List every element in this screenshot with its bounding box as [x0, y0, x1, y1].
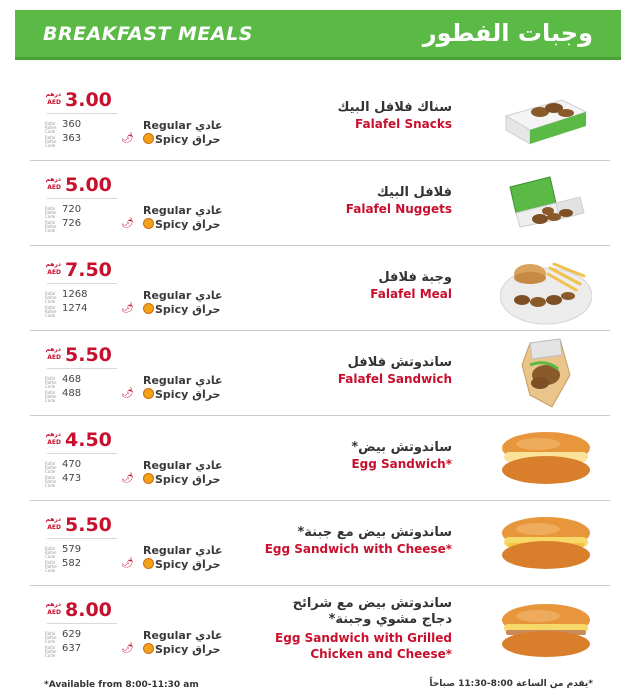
item-name: [346, 185, 452, 217]
divider: [47, 623, 117, 624]
item-name-ar: ساندوتش بيض مع جبنة*: [297, 525, 452, 540]
egg-sandwich-image: [500, 426, 592, 488]
spicy-label: Spicy حراق: [143, 303, 221, 316]
menu-item-falafel-nuggets[interactable]: [30, 161, 610, 246]
item-name-en: Egg Sandwich*: [351, 457, 452, 471]
item-name: [370, 270, 452, 302]
item-name: [275, 596, 452, 662]
item-name-ar: وجبة فلافل: [378, 270, 452, 285]
item-price: 5.00: [65, 174, 112, 196]
menu-item-egg-sandwich-cheese[interactable]: [30, 501, 610, 586]
code-tag: Rafal Rafee Code: [45, 135, 57, 148]
regular-code: 468: [62, 374, 82, 385]
item-name-en: Falafel Nuggets: [345, 202, 452, 216]
chili-icon: 🌶: [121, 473, 134, 484]
code-tag: Rafal Rafee Code: [45, 461, 57, 474]
code-tag: Rafal Rafee Code: [45, 546, 57, 559]
spicy-code: 363: [62, 133, 82, 144]
menu-item-falafel-meal[interactable]: [30, 246, 610, 331]
item-name-en: Egg Sandwich with Grilled: [275, 631, 452, 645]
menu-item-egg-sandwich-chicken-cheese[interactable]: [30, 586, 610, 671]
menu-item-falafel-snacks[interactable]: [30, 76, 610, 161]
chili-icon: 🌶: [121, 133, 134, 144]
code-tag: Rafal Rafee Code: [45, 305, 57, 318]
spicy-label: Spicy حراق: [143, 388, 221, 401]
regular-code: 1268: [62, 289, 88, 300]
regular-label: Regular عادي: [143, 544, 223, 557]
item-name-ar-line2: دجاج مشوي وجبنة*: [328, 612, 452, 627]
currency-label: درهم AED: [45, 516, 61, 531]
regular-code: 470: [62, 459, 82, 470]
code-tag: Rafal Rafee Code: [45, 645, 57, 658]
regular-label: Regular عادي: [143, 459, 223, 472]
spicy-code: 582: [62, 558, 82, 569]
currency-label: درهم AED: [45, 601, 61, 616]
item-name: [265, 525, 452, 557]
spicy-badge-icon: [143, 218, 154, 229]
regular-label: Regular عادي: [143, 289, 223, 302]
item-price: 7.50: [65, 259, 112, 281]
regular-code-line: [45, 374, 145, 388]
egg-cheese-sandwich-image: [500, 511, 592, 573]
regular-code-line: [45, 119, 145, 133]
item-name: [338, 355, 452, 387]
divider: [47, 198, 117, 199]
currency-label: درهم AED: [45, 346, 61, 361]
spicy-badge-icon: [143, 133, 154, 144]
code-tag: Rafal Rafee Code: [45, 206, 57, 219]
regular-label: Regular عادي: [143, 629, 223, 642]
spicy-code: 726: [62, 218, 82, 229]
spicy-code: 488: [62, 388, 82, 399]
divider: [47, 538, 117, 539]
item-price: 4.50: [65, 429, 112, 451]
item-price: 8.00: [65, 599, 112, 621]
item-name-en: Falafel Sandwich: [337, 372, 452, 386]
regular-code-line: [45, 459, 145, 473]
spicy-code-line: [45, 558, 145, 572]
egg-chicken-cheese-sandwich-image: [500, 598, 592, 660]
code-tag: Rafal Rafee Code: [45, 220, 57, 233]
item-name: [351, 440, 452, 472]
menu-item-egg-sandwich[interactable]: [30, 416, 610, 501]
item-name-en-line2: Chicken and Cheese*: [310, 647, 452, 661]
spicy-code: 473: [62, 473, 82, 484]
regular-label: Regular عادي: [143, 204, 223, 217]
item-name-ar: ساندوتش بيض*: [351, 440, 452, 455]
item-price: 3.00: [65, 89, 112, 111]
divider: [47, 453, 117, 454]
currency-label: درهم AED: [45, 176, 61, 191]
menu-item-falafel-sandwich[interactable]: [30, 331, 610, 416]
spicy-badge-icon: [143, 643, 154, 654]
item-name-en: Falafel Snacks: [355, 117, 452, 131]
spicy-label: Spicy حراق: [143, 643, 221, 656]
regular-code: 720: [62, 204, 82, 215]
chili-icon: 🌶: [121, 643, 134, 654]
code-tag: Rafal Rafee Code: [45, 560, 57, 573]
header-title-ar: وجبات الفطور: [422, 19, 593, 47]
spicy-code-line: [45, 473, 145, 487]
spicy-code: 637: [62, 643, 82, 654]
code-tag: Rafal Rafee Code: [45, 475, 57, 488]
item-name-ar: فلافل البيك: [376, 185, 452, 200]
regular-label: Regular عادي: [143, 374, 223, 387]
availability-note-ar: *يقدم من الساعة 8:00-11:30 صباحاً: [429, 679, 593, 689]
chili-icon: 🌶: [121, 388, 134, 399]
regular-code: 629: [62, 629, 82, 640]
chili-icon: 🌶: [121, 558, 134, 569]
regular-code-line: [45, 289, 145, 303]
code-tag: Rafal Rafee Code: [45, 390, 57, 403]
regular-code-line: [45, 629, 145, 643]
currency-label: درهم AED: [45, 261, 61, 276]
regular-code-line: [45, 204, 145, 218]
divider: [47, 113, 117, 114]
item-price: 5.50: [65, 344, 112, 366]
item-name-ar: ساندوتش بيض مع شرائح: [292, 596, 452, 611]
divider: [47, 368, 117, 369]
header-title-en: BREAKFAST MEALS: [43, 23, 253, 45]
item-price: 5.50: [65, 514, 112, 536]
divider: [47, 283, 117, 284]
item-name-en: Falafel Meal: [370, 287, 452, 301]
item-name-ar: ساندوتش فلافل: [347, 355, 452, 370]
falafel-sandwich-image: [500, 335, 592, 411]
code-tag: Rafal Rafee Code: [45, 291, 57, 304]
regular-code: 360: [62, 119, 82, 130]
spicy-badge-icon: [143, 473, 154, 484]
falafel-snacks-image: [500, 86, 592, 148]
item-name: [338, 100, 453, 132]
spicy-code-line: [45, 388, 145, 402]
chili-icon: 🌶: [121, 303, 134, 314]
spicy-label: Spicy حراق: [143, 133, 221, 146]
spicy-code-line: [45, 643, 145, 657]
menu-header: [15, 10, 621, 60]
regular-code-line: [45, 544, 145, 558]
spicy-label: Spicy حراق: [143, 473, 221, 486]
spicy-code-line: [45, 218, 145, 232]
spicy-code-line: [45, 133, 145, 147]
code-tag: Rafal Rafee Code: [45, 376, 57, 389]
regular-label: Regular عادي: [143, 119, 223, 132]
spicy-label: Spicy حراق: [143, 558, 221, 571]
item-name-ar: سناك فلافل البيك: [337, 100, 452, 115]
spicy-badge-icon: [143, 388, 154, 399]
spicy-code-line: [45, 303, 145, 317]
currency-label: درهم AED: [45, 431, 61, 446]
spicy-code: 1274: [62, 303, 88, 314]
falafel-nuggets-image: [500, 169, 592, 231]
availability-note-en: *Available from 8:00-11:30 am: [44, 680, 199, 690]
code-tag: Rafal Rafee Code: [45, 631, 57, 644]
chili-icon: 🌶: [121, 218, 134, 229]
spicy-label: Spicy حراق: [143, 218, 221, 231]
regular-code: 579: [62, 544, 82, 555]
falafel-meal-image: [500, 248, 592, 328]
item-name-en: Egg Sandwich with Cheese*: [264, 542, 452, 556]
spicy-badge-icon: [143, 303, 154, 314]
code-tag: Rafal Rafee Code: [45, 121, 57, 134]
spicy-badge-icon: [143, 558, 154, 569]
currency-label: درهم AED: [45, 91, 61, 106]
